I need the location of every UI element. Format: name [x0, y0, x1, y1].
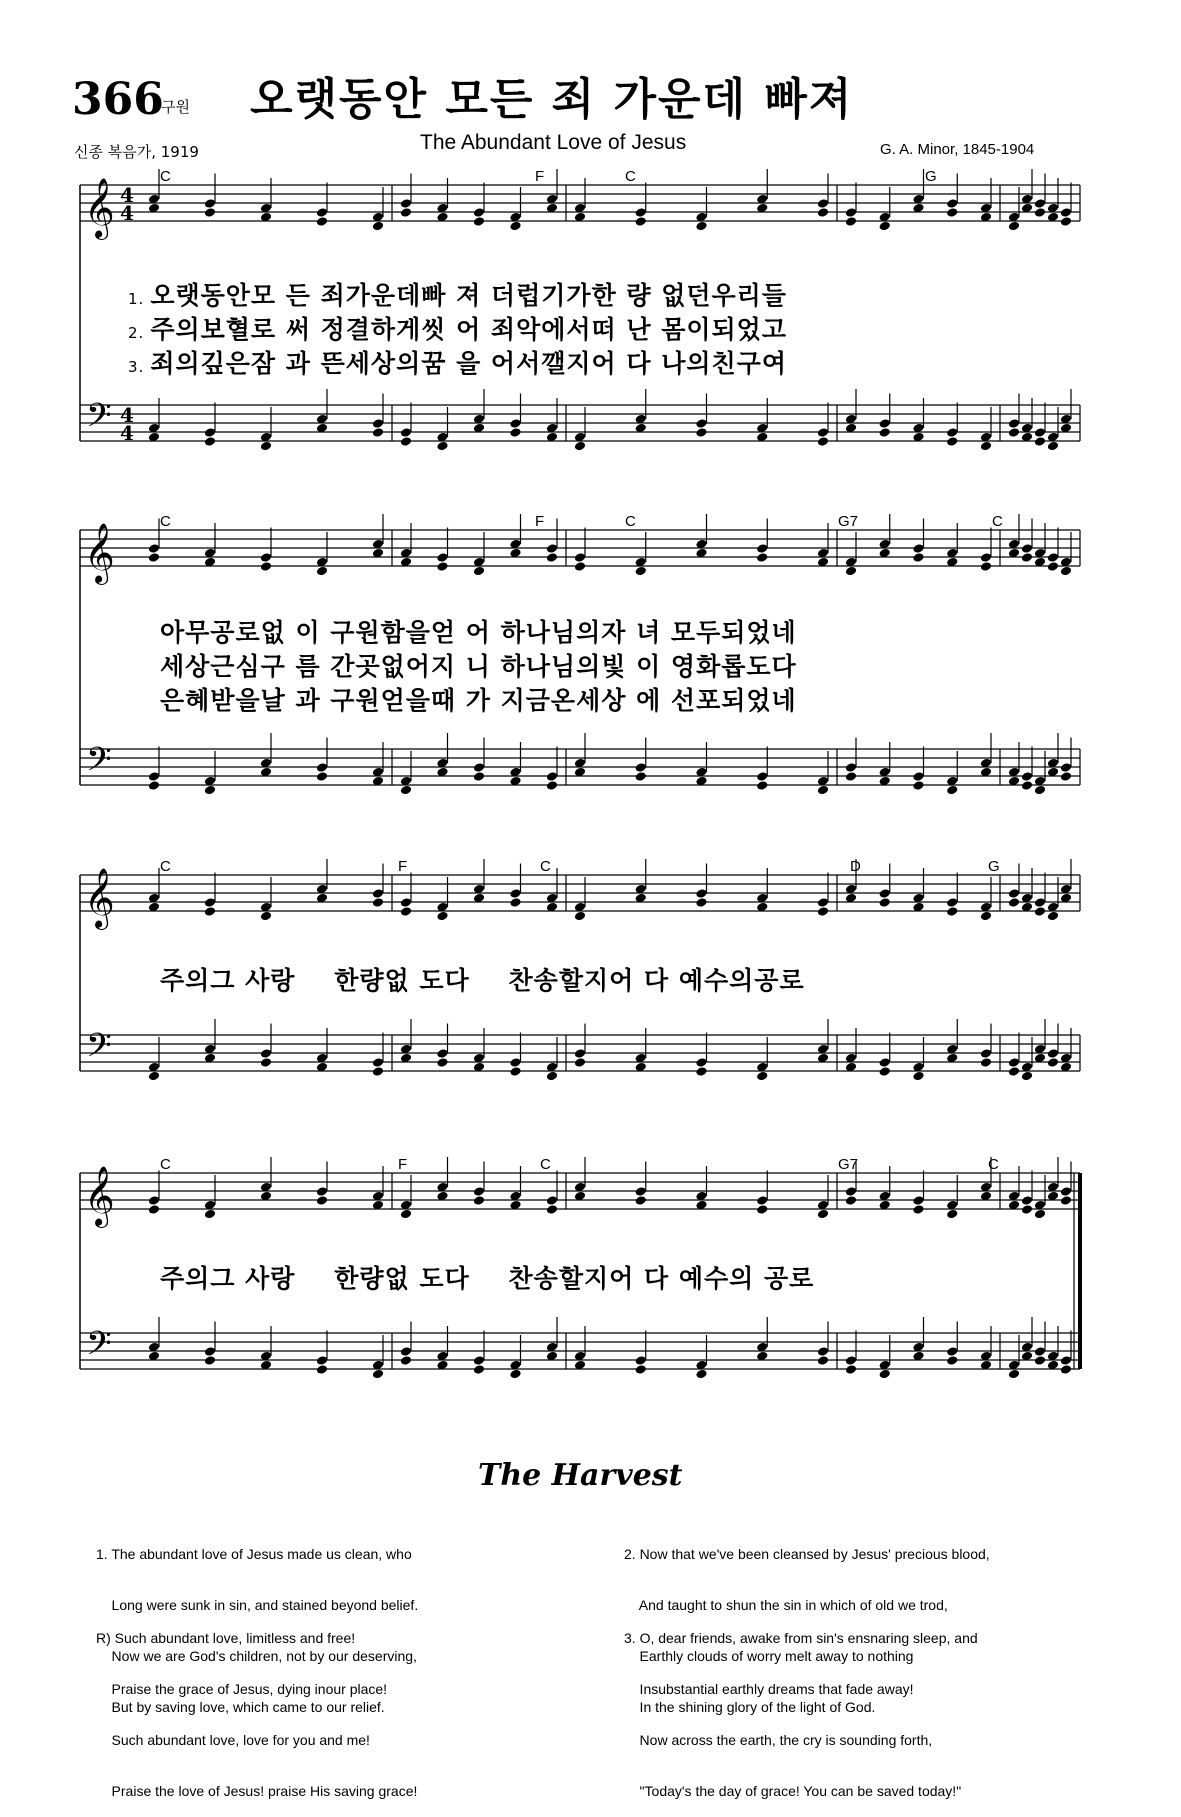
treble-notehead	[546, 1195, 558, 1206]
bass-notehead	[946, 436, 958, 447]
treble-notehead	[817, 198, 829, 209]
treble-notehead	[635, 216, 647, 227]
bass-notehead	[946, 785, 958, 796]
bass-notehead	[845, 1364, 857, 1375]
bass-notehead	[509, 418, 521, 429]
bass-notehead	[1047, 1048, 1059, 1059]
treble-notehead	[1060, 1186, 1072, 1197]
treble-notehead	[1047, 552, 1059, 563]
bass-notehead	[574, 1057, 586, 1068]
lyric-text: 은혜받을날 과 구원얻을때 가 지금온세상 에 선포되었네	[160, 686, 797, 715]
lyric-line	[128, 351, 787, 376]
treble-notehead	[1021, 543, 1033, 554]
bass-notehead	[204, 1346, 216, 1357]
treble-notehead	[756, 543, 768, 554]
bass-clef-icon: 𝄢	[86, 1027, 112, 1073]
treble-notehead	[845, 216, 857, 227]
verse-line: 3. O, dear friends, awake from sin's ensnaring sleep, and	[624, 1630, 978, 1646]
bass-notehead	[372, 1066, 384, 1077]
bass-notehead	[546, 780, 558, 791]
bass-notehead	[695, 1066, 707, 1077]
bass-notehead	[316, 1364, 328, 1375]
treble-notehead	[1034, 906, 1046, 917]
bass-notehead	[509, 1369, 521, 1380]
bass-notehead	[372, 418, 384, 429]
treble-notehead	[546, 1204, 558, 1215]
bass-notehead	[1047, 1057, 1059, 1068]
treble-notehead	[817, 906, 829, 917]
treble-notehead	[817, 897, 829, 908]
bass-notehead	[1034, 1355, 1046, 1366]
chord-symbol: C	[160, 858, 171, 875]
chord-symbol: C	[625, 168, 636, 185]
chord-symbol: C	[540, 858, 551, 875]
english-refrain	[96, 1596, 417, 1817]
time-signature-bottom: 4	[120, 421, 134, 445]
treble-notehead	[473, 1195, 485, 1206]
bass-notehead	[436, 441, 448, 452]
lyric-line	[128, 317, 787, 342]
lyric-line	[128, 283, 787, 308]
treble-notehead	[635, 566, 647, 577]
bass-notehead	[1008, 418, 1020, 429]
bass-notehead	[1021, 1071, 1033, 1082]
verse-line: Praise the grace of Jesus, dying inour place!	[96, 1681, 388, 1697]
bass-notehead	[473, 1355, 485, 1366]
bass-notehead	[473, 771, 485, 782]
treble-notehead	[845, 207, 857, 218]
bass-notehead	[635, 1355, 647, 1366]
bass-notehead	[756, 780, 768, 791]
chord-symbol: G	[988, 858, 1000, 875]
bass-notehead	[879, 418, 891, 429]
treble-notehead	[980, 911, 992, 922]
verse-line: Long were sunk in sin, and stained beyond belief.	[96, 1597, 419, 1613]
bass-notehead	[372, 427, 384, 438]
chord-symbol: C	[625, 513, 636, 530]
bass-notehead	[912, 771, 924, 782]
chord-symbol: G7	[838, 1156, 859, 1173]
bass-notehead	[509, 427, 521, 438]
treble-notehead	[635, 1195, 647, 1206]
treble-notehead	[1008, 888, 1020, 899]
treble-notehead	[546, 543, 558, 554]
bass-notehead	[1021, 780, 1033, 791]
treble-notehead	[1034, 198, 1046, 209]
treble-clef-icon: 𝄞	[84, 868, 115, 928]
bass-notehead	[260, 1048, 272, 1059]
bass-notehead	[980, 441, 992, 452]
bass-notehead	[260, 1057, 272, 1068]
treble-notehead	[1021, 1195, 1033, 1206]
verse-line: Praise the love of Jesus! praise His saving grace!	[96, 1783, 418, 1799]
treble-notehead	[400, 906, 412, 917]
treble-notehead	[473, 216, 485, 227]
treble-notehead	[879, 888, 891, 899]
treble-notehead	[817, 1209, 829, 1220]
chord-symbol: C	[160, 1156, 171, 1173]
lyric-text: 죄의깊은잠 과 뜬세상의꿈 을 어서깰지어 다 나의친구여	[150, 349, 787, 378]
treble-notehead	[316, 1195, 328, 1206]
treble-notehead	[316, 1186, 328, 1197]
treble-notehead	[980, 552, 992, 563]
bass-notehead	[756, 771, 768, 782]
treble-notehead	[635, 207, 647, 218]
treble-notehead	[946, 207, 958, 218]
treble-notehead	[912, 543, 924, 554]
bass-notehead	[695, 418, 707, 429]
verse-line: Such abundant love, love for you and me!	[96, 1732, 370, 1748]
chord-symbol: C	[160, 168, 171, 185]
treble-notehead	[912, 1195, 924, 1206]
treble-notehead	[436, 552, 448, 563]
treble-notehead	[400, 198, 412, 209]
treble-notehead	[756, 1204, 768, 1215]
time-signature-bottom: 4	[120, 201, 134, 225]
hymn-title-english: The Abundant Love of Jesus	[420, 131, 687, 154]
treble-clef-icon: 𝄞	[84, 523, 115, 583]
bass-clef-icon: 𝄢	[86, 1325, 112, 1371]
bass-notehead	[1047, 441, 1059, 452]
treble-notehead	[1060, 207, 1072, 218]
lyric-text: 주의그 사랑 한량없 도다 찬송할지어 다 예수의공로	[160, 966, 805, 995]
bass-notehead	[879, 1057, 891, 1068]
treble-notehead	[436, 561, 448, 572]
lyric-text: 주의보혈로 써 정결하게씻 어 죄악에서떠 난 몸이되었고	[150, 315, 787, 344]
treble-notehead	[1060, 566, 1072, 577]
treble-notehead	[148, 1195, 160, 1206]
bass-notehead	[817, 427, 829, 438]
bass-notehead	[400, 436, 412, 447]
bass-notehead	[1034, 785, 1046, 796]
lyric-line	[160, 688, 797, 713]
verse-line: And taught to shun the sin in which of old we trod,	[624, 1597, 948, 1613]
time-signature-top: 4	[120, 403, 134, 427]
treble-notehead	[372, 897, 384, 908]
chord-symbol: F	[535, 513, 545, 530]
treble-notehead	[756, 552, 768, 563]
treble-notehead	[756, 1195, 768, 1206]
treble-notehead	[695, 897, 707, 908]
bass-notehead	[546, 771, 558, 782]
treble-notehead	[695, 888, 707, 899]
treble-notehead	[509, 888, 521, 899]
bass-notehead	[1034, 436, 1046, 447]
bass-notehead	[817, 1355, 829, 1366]
treble-notehead	[1034, 207, 1046, 218]
chord-symbol: C	[988, 1156, 999, 1173]
treble-notehead	[400, 207, 412, 218]
chord-symbol: F	[398, 858, 408, 875]
treble-notehead	[1060, 216, 1072, 227]
bass-notehead	[845, 771, 857, 782]
treble-notehead	[204, 198, 216, 209]
treble-notehead	[1047, 911, 1059, 922]
chord-symbol: G	[925, 168, 937, 185]
bass-notehead	[316, 771, 328, 782]
bass-notehead	[695, 1369, 707, 1380]
treble-notehead	[260, 552, 272, 563]
treble-notehead	[509, 897, 521, 908]
verse-line: Earthly clouds of worry melt away to nothing	[624, 1648, 914, 1664]
bass-notehead	[817, 1346, 829, 1357]
chord-symbol: C	[160, 513, 171, 530]
treble-notehead	[316, 207, 328, 218]
treble-notehead	[1008, 221, 1020, 232]
bass-notehead	[204, 427, 216, 438]
bass-notehead	[1034, 427, 1046, 438]
bass-notehead	[1008, 1057, 1020, 1068]
verse-line: In the shining glory of the light of God.	[624, 1699, 876, 1715]
treble-notehead	[372, 888, 384, 899]
treble-notehead	[817, 207, 829, 218]
bass-notehead	[204, 436, 216, 447]
bass-notehead	[372, 1057, 384, 1068]
bass-notehead	[316, 762, 328, 773]
treble-clef-icon: 𝄞	[84, 1166, 115, 1226]
bass-notehead	[1060, 1364, 1072, 1375]
treble-notehead	[473, 1186, 485, 1197]
bass-notehead	[1008, 427, 1020, 438]
verse-number: 2.	[128, 324, 145, 342]
chord-symbol: F	[398, 1156, 408, 1173]
bass-notehead	[879, 1066, 891, 1077]
treble-notehead	[509, 221, 521, 232]
treble-notehead	[980, 561, 992, 572]
treble-notehead	[1034, 897, 1046, 908]
time-signature-top: 4	[120, 183, 134, 207]
treble-notehead	[148, 543, 160, 554]
treble-notehead	[1021, 552, 1033, 563]
chord-symbol: F	[535, 168, 545, 185]
bass-notehead	[1034, 1346, 1046, 1357]
lyric-line	[160, 1266, 814, 1291]
bass-notehead	[509, 1066, 521, 1077]
bass-notehead	[400, 427, 412, 438]
treble-notehead	[1008, 897, 1020, 908]
bass-notehead	[509, 1057, 521, 1068]
treble-notehead	[473, 207, 485, 218]
treble-notehead	[574, 552, 586, 563]
treble-notehead	[879, 221, 891, 232]
verse-line: "Today's the day of grace! You can be saved today!"	[624, 1783, 962, 1799]
bass-notehead	[574, 441, 586, 452]
bass-notehead	[980, 1057, 992, 1068]
verse-line: 2. Now that we've been cleansed by Jesus' precious blood,	[624, 1546, 990, 1562]
bass-notehead	[879, 1369, 891, 1380]
lyric-text: 세상근심구 름 간곳없어지 니 하나님의빛 이 영화롭도다	[160, 652, 797, 681]
treble-notehead	[845, 566, 857, 577]
bass-notehead	[260, 441, 272, 452]
hymn-title-korean: 오랫동안 모든 죄 가운데 빠져	[250, 74, 854, 125]
bass-notehead	[436, 1048, 448, 1059]
treble-notehead	[845, 1195, 857, 1206]
bass-notehead	[635, 762, 647, 773]
treble-notehead	[204, 1209, 216, 1220]
bass-notehead	[1060, 762, 1072, 773]
bass-notehead	[1060, 1355, 1072, 1366]
verse-number: 3.	[128, 358, 145, 376]
treble-notehead	[436, 911, 448, 922]
treble-notehead	[574, 911, 586, 922]
bass-notehead	[980, 1048, 992, 1059]
hymn-source: 신종 복음가, 1919	[74, 143, 199, 161]
bass-notehead	[695, 427, 707, 438]
chord-symbol: C	[540, 1156, 551, 1173]
bass-notehead	[635, 771, 647, 782]
treble-notehead	[316, 216, 328, 227]
hymn-composer: G. A. Minor, 1845-1904	[880, 141, 1035, 158]
lyric-line	[160, 654, 797, 679]
bass-notehead	[436, 1057, 448, 1068]
lyric-text: 주의그 사랑 한량없 도다 찬송할지어 다 예수의 공로	[160, 1264, 815, 1293]
lyric-line	[160, 968, 805, 993]
chord-symbol: D	[850, 858, 861, 875]
bass-notehead	[473, 1364, 485, 1375]
treble-notehead	[1047, 561, 1059, 572]
lyric-text: 아무공로없 이 구원함을얻 어 하나님의자 녀 모두되었네	[160, 618, 797, 647]
treble-notehead	[879, 897, 891, 908]
bass-notehead	[316, 1355, 328, 1366]
bass-notehead	[946, 427, 958, 438]
verse-line: 1. The abundant love of Jesus made us clean, who	[96, 1546, 412, 1562]
verse-line: Now we are God's children, not by our deserving,	[96, 1648, 417, 1664]
treble-notehead	[204, 906, 216, 917]
treble-notehead	[1034, 1209, 1046, 1220]
treble-notehead	[635, 1186, 647, 1197]
treble-notehead	[316, 566, 328, 577]
bass-notehead	[400, 1355, 412, 1366]
bass-clef-icon: 𝄢	[86, 397, 112, 443]
bass-notehead	[946, 1355, 958, 1366]
treble-notehead	[400, 897, 412, 908]
bass-notehead	[1008, 1066, 1020, 1077]
verse-number: 1.	[128, 290, 145, 308]
bass-notehead	[148, 780, 160, 791]
treble-notehead	[372, 221, 384, 232]
treble-notehead	[400, 1209, 412, 1220]
bass-notehead	[845, 762, 857, 773]
bass-notehead	[912, 1071, 924, 1082]
chord-symbol: C	[992, 513, 1003, 530]
bass-notehead	[879, 427, 891, 438]
treble-notehead	[912, 1204, 924, 1215]
treble-notehead	[946, 1209, 958, 1220]
treble-notehead	[260, 911, 272, 922]
english-verse-3	[624, 1596, 978, 1817]
bass-notehead	[400, 785, 412, 796]
bass-notehead	[473, 762, 485, 773]
bass-notehead	[912, 780, 924, 791]
lyric-text: 오랫동안모 든 죄가운데빠 져 더럽기가한 량 없던우리들	[150, 281, 787, 310]
bass-notehead	[204, 1355, 216, 1366]
verse-line: R) Such abundant love, limitless and free!	[96, 1630, 356, 1646]
hymn-category-label: 구원	[161, 98, 190, 116]
bass-notehead	[574, 1048, 586, 1059]
treble-notehead	[1021, 1204, 1033, 1215]
tune-name: The Harvest	[478, 1458, 683, 1493]
bass-notehead	[148, 771, 160, 782]
bass-notehead	[204, 785, 216, 796]
bass-notehead	[1060, 771, 1072, 782]
treble-notehead	[148, 552, 160, 563]
bass-notehead	[756, 1071, 768, 1082]
hymn-number: 366	[72, 74, 164, 125]
treble-clef-icon: 𝄞	[84, 178, 115, 238]
bass-notehead	[946, 1346, 958, 1357]
verse-line: Insubstantial earthly dreams that fade away!	[624, 1681, 914, 1697]
bass-clef-icon: 𝄢	[86, 741, 112, 787]
treble-notehead	[695, 221, 707, 232]
bass-notehead	[1008, 1369, 1020, 1380]
treble-notehead	[204, 897, 216, 908]
treble-notehead	[1060, 1195, 1072, 1206]
verse-line: But by saving love, which came to our relief.	[96, 1699, 385, 1715]
treble-notehead	[546, 552, 558, 563]
chord-symbol: G7	[838, 513, 859, 530]
bass-notehead	[817, 436, 829, 447]
treble-notehead	[204, 207, 216, 218]
treble-notehead	[946, 906, 958, 917]
treble-notehead	[946, 198, 958, 209]
treble-notehead	[946, 897, 958, 908]
bass-notehead	[1021, 771, 1033, 782]
bass-notehead	[695, 1057, 707, 1068]
lyric-line	[160, 620, 797, 645]
treble-notehead	[845, 1186, 857, 1197]
bass-notehead	[635, 1364, 647, 1375]
treble-notehead	[148, 1204, 160, 1215]
bass-notehead	[372, 1369, 384, 1380]
verse-line: Now across the earth, the cry is sounding forth,	[624, 1732, 933, 1748]
bass-notehead	[400, 1346, 412, 1357]
bass-notehead	[546, 1071, 558, 1082]
treble-notehead	[260, 561, 272, 572]
bass-notehead	[148, 1071, 160, 1082]
treble-notehead	[574, 561, 586, 572]
treble-notehead	[912, 552, 924, 563]
bass-notehead	[817, 785, 829, 796]
bass-notehead	[845, 1355, 857, 1366]
treble-notehead	[473, 566, 485, 577]
